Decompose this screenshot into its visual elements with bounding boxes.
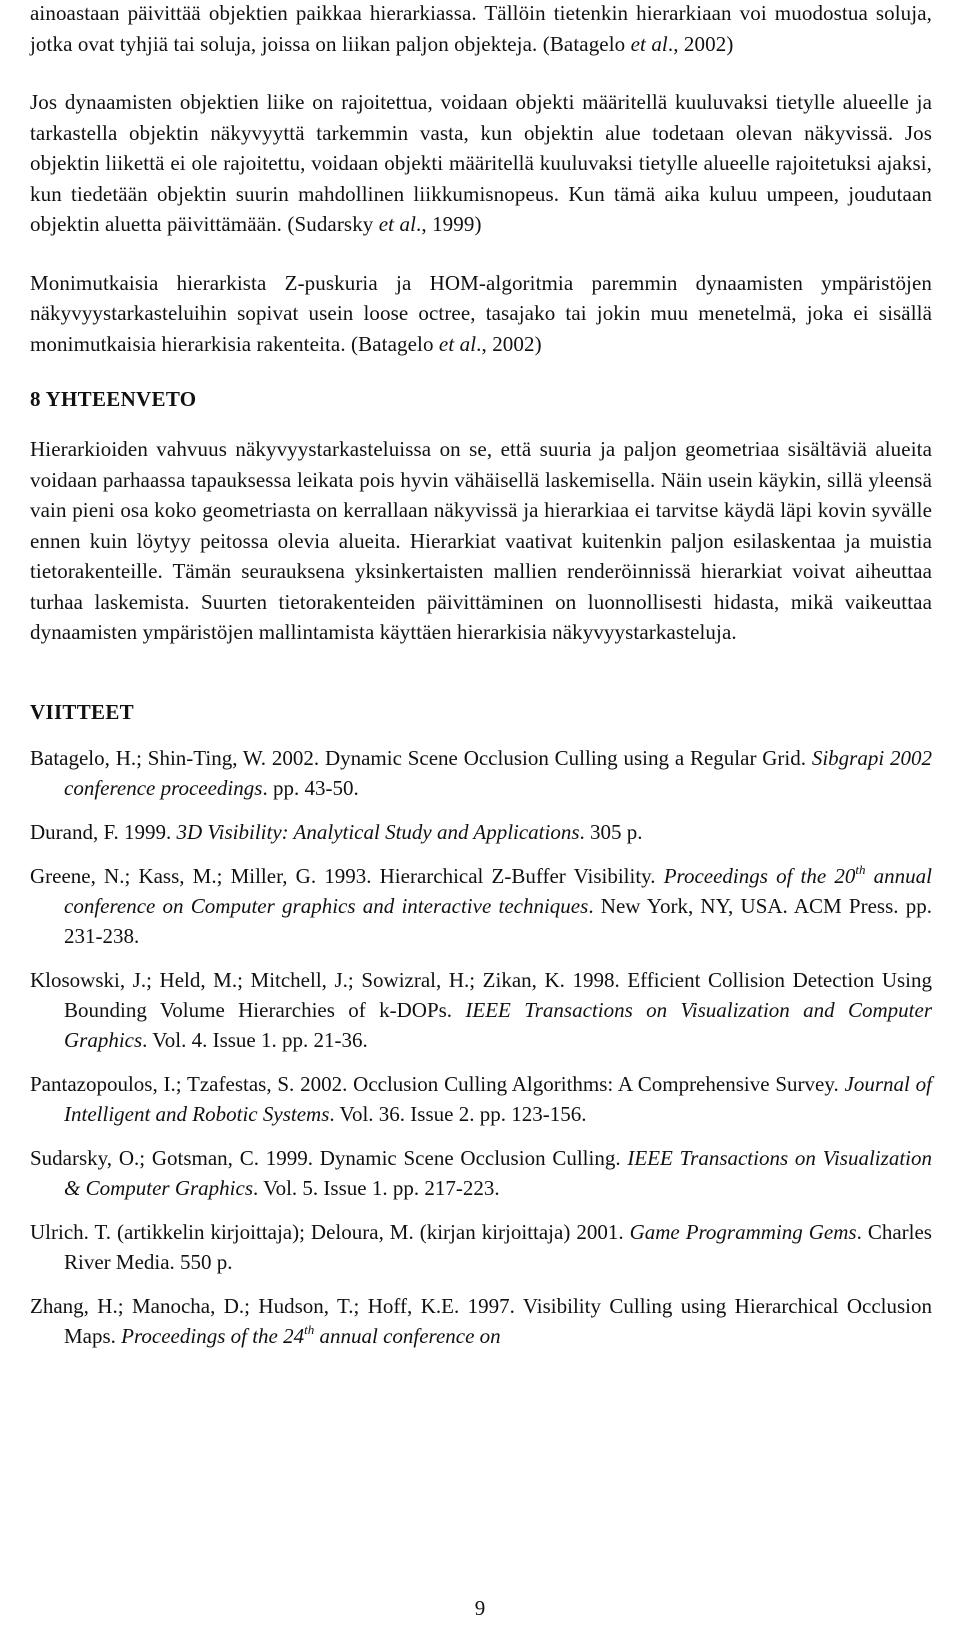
reference-details: . Vol. 4. Issue 1. pp. 21-36. — [142, 1027, 368, 1052]
reference-superscript: th — [304, 1321, 315, 1337]
reference-source: annual conference on — [314, 1323, 501, 1348]
reference-authors: Durand, F. 1999. — [30, 819, 177, 844]
reference-source: annual conference on Computer graphics and interactive techniques — [64, 863, 932, 918]
reference-source: IEEE Transactions on Visualization and Computer Graphics — [64, 997, 932, 1052]
reference-superscript: th — [855, 861, 866, 877]
citation-year: ., 1999) — [416, 212, 482, 236]
page-content — [30, 0, 932, 1365]
paragraph-alternatives — [30, 268, 932, 360]
reference-details: . New York, NY, USA. ACM Press. pp. 231-238. — [64, 893, 932, 948]
page-number: 9 — [474, 1596, 486, 1620]
citation-year: ., 2002) — [476, 331, 542, 356]
paragraph-text: Jos dynaamisten objektien liike on rajoitettua, voidaan objekti määritellä kuuluvaksi tietylle alueelle ja tarkastella objektin näkyvyyttä tarkemmin vasta, kun objektin alue todetaan olevan näkyvissä. Jos objektin liikettä ei ole rajoitettu, voidaan objekti määritellä kuuluvaksi tietylle alueelle rajoitetuksi ajaksi, kun tiedetään objektin suurin mahdollinen liikkumisnopeus. Kun tämä aika kuluu umpeen, joudutaan objektin aluetta päivittämään. (Sudarsky — [30, 90, 932, 236]
reference-authors: Ulrich. T. (artikkelin kirjoittaja); Deloura, M. (kirjan kirjoittaja) 2001. — [30, 1219, 630, 1244]
reference-item — [30, 965, 932, 1055]
reference-authors: Batagelo, H.; Shin-Ting, W. 2002. Dynamic Scene Occlusion Culling using a Regular Grid. — [30, 745, 812, 770]
reference-authors: Sudarsky, O.; Gotsman, C. 1999. Dynamic Scene Occlusion Culling. — [30, 1145, 628, 1170]
paragraph-text: Monimutkaisia hierarkista Z-puskuria ja HOM-algoritmia paremmin dynaamisten ympäristöjen näkyvyystarkasteluihin sopivat usein loose octree, tasajako tai jokin muu menetelmä, joka ei sisällä monimutkaisia hierarkisia rakenteita. (Batagelo — [30, 270, 932, 356]
paragraph-dynamic-objects — [30, 87, 932, 240]
reference-source: Sibgrapi 2002 conference proceedings — [64, 745, 933, 800]
reference-authors: Greene, N.; Kass, M.; Miller, G. 1993. Hierarchical Z-Buffer Visibility. — [30, 863, 664, 888]
paragraph-text: ainoastaan päivittää objektien paikkaa hierarkiassa. Tällöin tietenkin hierarkiaan voi muodostua soluja, jotka ovat tyhjiä tai soluja, joissa on liikan paljon objekteja. (Batagelo — [30, 1, 932, 56]
reference-source: 3D Visibility: Analytical Study and Applications — [176, 819, 580, 844]
reference-item — [30, 1143, 932, 1203]
reference-source: Proceedings of the 20 — [663, 863, 856, 888]
section-heading-references: VIITTEET — [30, 699, 134, 724]
reference-item — [30, 817, 932, 847]
reference-source: Proceedings of the 24 — [121, 1323, 305, 1348]
reference-item — [30, 1291, 932, 1351]
reference-item — [30, 861, 932, 951]
reference-item — [30, 743, 932, 803]
reference-details: . Vol. 5. Issue 1. pp. 217-223. — [253, 1175, 500, 1200]
reference-source: Game Programming Gems — [629, 1219, 857, 1244]
citation-et-al: et al — [438, 331, 477, 356]
reference-item — [30, 1217, 932, 1277]
paragraph-hierarchy-update — [30, 0, 932, 59]
reference-details: . Charles River Media. 550 p. — [64, 1219, 932, 1274]
reference-details: . pp. 43-50. — [262, 775, 359, 800]
reference-authors: Pantazopoulos, I.; Tzafestas, S. 2002. Occlusion Culling Algorithms: A Comprehensive Survey. — [30, 1071, 845, 1096]
reference-source: IEEE Transactions on Visualization & Computer Graphics — [64, 1145, 932, 1200]
citation-et-al: et al — [378, 212, 417, 236]
paragraph-summary: Hierarkioiden vahvuus näkyvyystarkasteluissa on se, että suuria ja paljon geometriaa sisältäviä alueita voidaan parhaassa tapauksessa leikata pois hyvin vähäisellä laskemisella. Näin usein käykin, sillä yleensä vain pieni osa koko geometriasta on kerrallaan näkyvissä ja hierarkiaa ei tarvitse käydä läpi kovin syvälle ennen kuin löytyy peitossa olevia alueita. Hierarkiat vaativat kuitenkin paljon esilaskentaa ja muistia tietorakenteille. Tämän seurauksena yksinkertaisten mallien renderöinnissä hierarkiat voivat aiheuttaa turhaa laskemista. Suurten tietorakenteiden päivittäminen on luonnollisesti hidasta, mikä vaikeuttaa dynaamisten ympäristöjen mallintamista käyttäen hierarkisia näkyvyystarkasteluja. — [30, 437, 932, 644]
reference-details: . 305 p. — [579, 819, 643, 844]
reference-list — [30, 743, 932, 1351]
reference-details: . Vol. 36. Issue 2. pp. 123-156. — [329, 1101, 587, 1126]
reference-authors: Klosowski, J.; Held, M.; Mitchell, J.; Sowizral, H.; Zikan, K. 1998. Efficient Collision Detection Using Bounding Volume Hierarchies of k-DOPs. — [30, 967, 932, 1022]
section-heading-summary: 8 YHTEENVETO — [30, 387, 197, 411]
reference-authors: Zhang, H.; Manocha, D.; Hudson, T.; Hoff, K.E. 1997. Visibility Culling using Hierarchical Occlusion Maps. — [30, 1293, 932, 1348]
reference-source: Journal of Intelligent and Robotic Systems — [64, 1071, 932, 1126]
citation-et-al: et al — [630, 31, 668, 56]
reference-item — [30, 1069, 932, 1129]
citation-year: ., 2002) — [667, 31, 734, 56]
